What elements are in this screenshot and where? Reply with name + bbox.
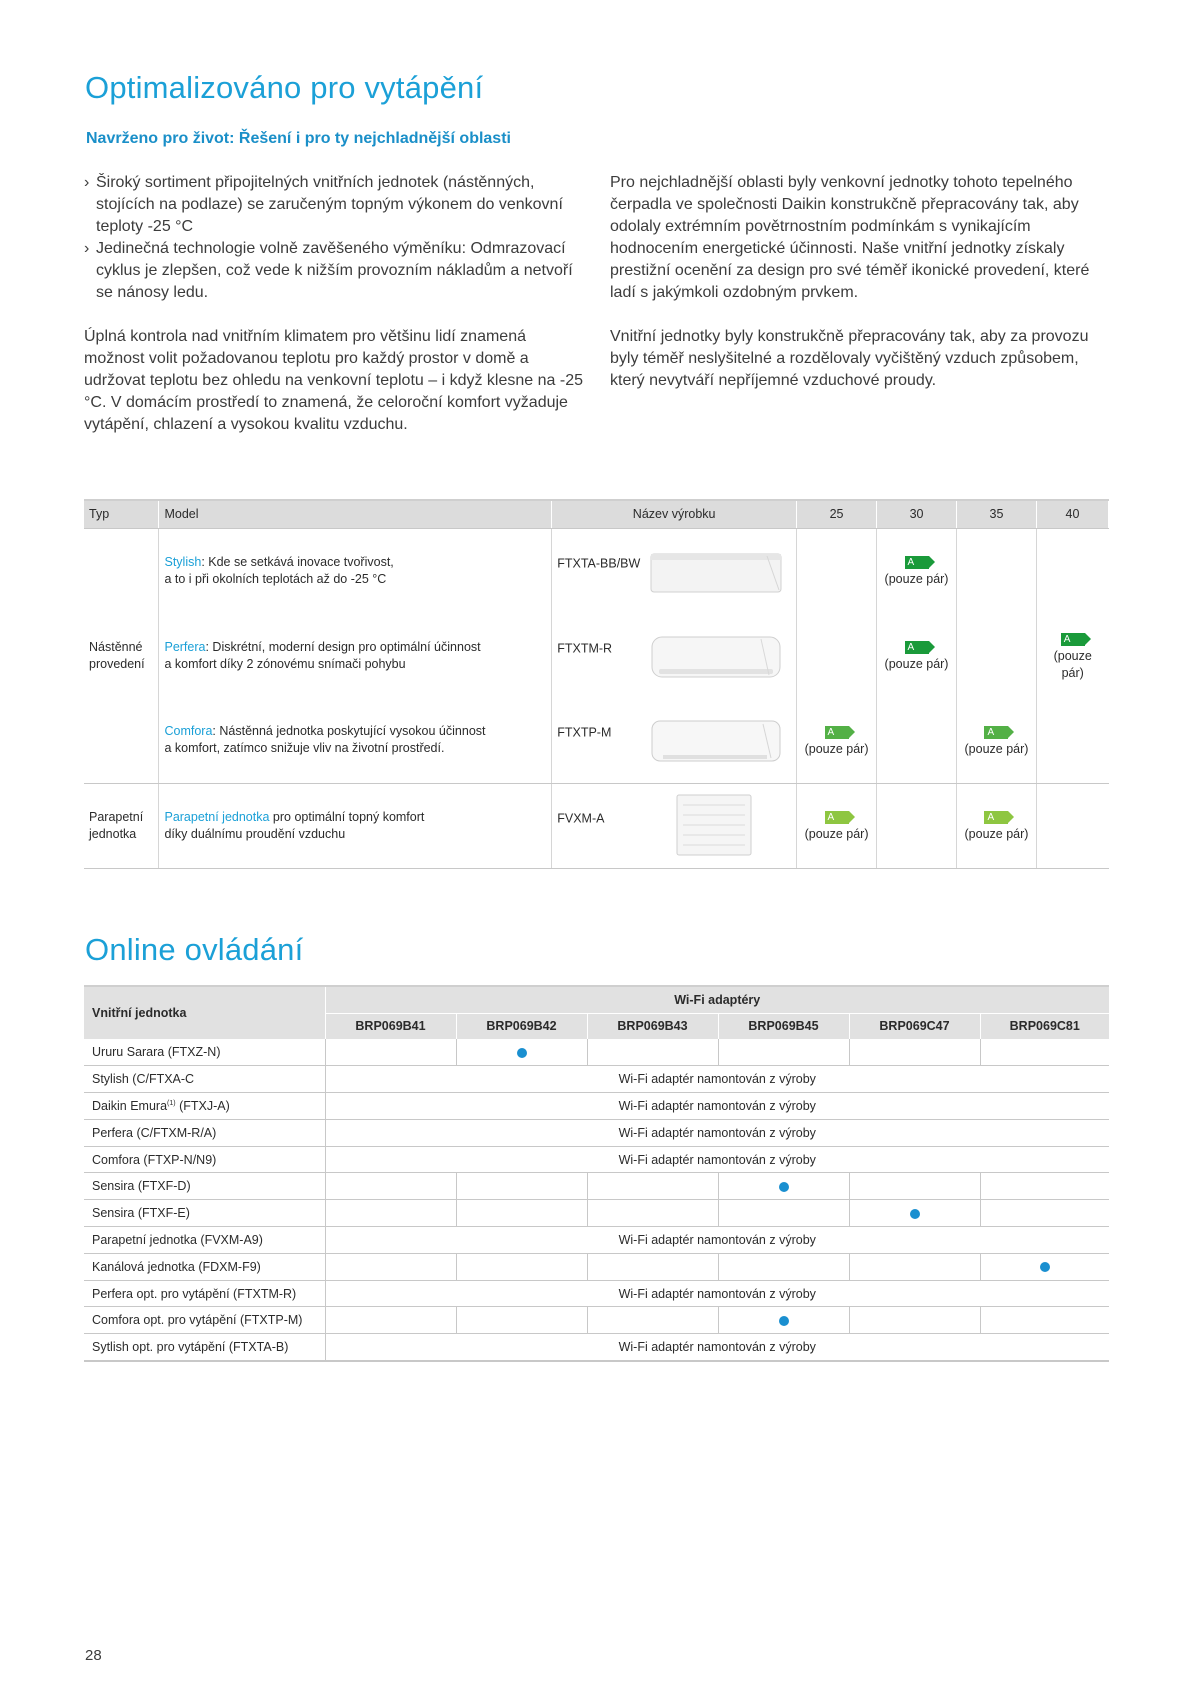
table-row <box>84 528 1109 613</box>
model-desc-line2: a komfort díky 2 zónovému snímači pohybu <box>164 656 406 671</box>
table-row <box>84 1253 1109 1280</box>
cell <box>718 1039 849 1066</box>
section-subtitle: Navrženo pro život: Řešení i pro ty nejchladnější oblasti <box>86 130 511 147</box>
comfora-unit-image <box>649 715 784 765</box>
header-temp-25: 25 <box>797 500 877 528</box>
eff-cell-40 <box>1036 783 1108 868</box>
energy-class-badge: A <box>905 641 929 654</box>
type-label-line2: jednotka <box>89 826 137 841</box>
cell <box>849 1173 980 1200</box>
eff-cell-35 <box>957 613 1037 698</box>
energy-class-badge: A <box>1061 633 1085 646</box>
online-control-table <box>84 985 1109 1362</box>
footnote-mark: (1) <box>167 1099 176 1107</box>
type-label: Parapetní <box>89 809 144 824</box>
unit-name: Kanálová jednotka (FDXM-F9) <box>84 1253 325 1280</box>
adapter-header: BRP069C81 <box>980 1013 1109 1039</box>
unit-name: Sensira (FTXF-E) <box>84 1200 325 1227</box>
model-desc-line2: a to i při okolních teplotách až do -25 °C <box>164 571 387 586</box>
type-cell <box>84 783 159 868</box>
unit-name: Ururu Sarara (FTXZ-N) <box>84 1039 325 1066</box>
model-desc: : Kde se setkává inovace tvořivost, <box>201 554 394 569</box>
model-desc-cell <box>159 698 552 783</box>
design-paragraph: Pro nejchladnější oblasti byly venkovní jednotky tohoto tepelného čerpadla ve společnosti Daikin konstrukčně přepracovány tak, aby odolaly extrémním povětrnostním podmínkám s vynikajícím hodnocením energetické účinnosti. Naše vnitřní jednotky získaly prestižní ocenění za design pro své téměř ikonické provedení, které ladí s jakýmkoli ozdobným prvkem. <box>610 174 1090 301</box>
pair-only-text: (pouze pár) <box>964 827 1029 841</box>
unit-name: Sytlish opt. pro vytápění (FTXTA-B) <box>84 1334 325 1361</box>
header-wifi-adapters: Wi-Fi adaptéry <box>325 986 1109 1013</box>
factory-fitted-cell: Wi-Fi adaptér namontován z výroby <box>325 1227 1109 1254</box>
pair-only-text: (pouze pár) <box>804 741 869 756</box>
adapter-header: BRP069B45 <box>718 1013 849 1039</box>
perfera-unit-image <box>649 631 784 681</box>
cell <box>980 1039 1109 1066</box>
feature-list <box>84 172 589 304</box>
model-series-name: Comfora <box>164 724 213 739</box>
model-series-name: Perfera <box>164 639 206 654</box>
energy-class-badge: A <box>984 811 1008 824</box>
pair-only-text: (pouze pár) <box>1053 648 1092 680</box>
type-label: Nástěnné <box>89 639 143 654</box>
unit-name: Comfora (FTXP-N/N9) <box>84 1146 325 1173</box>
cell <box>849 1039 980 1066</box>
cell <box>587 1253 718 1280</box>
model-desc: : Diskrétní, moderní design pro optimální účinnost <box>205 639 481 654</box>
unit-name <box>84 1093 325 1120</box>
pair-only-text: (pouze pár) <box>884 572 949 587</box>
table-row <box>84 1066 1109 1093</box>
unit-name: Parapetní jednotka (FVXM-A9) <box>84 1227 325 1254</box>
energy-class-badge: A <box>984 726 1008 739</box>
eff-cell-40 <box>1036 698 1108 783</box>
model-series-name: Stylish <box>164 554 202 569</box>
model-desc: pro optimální topný komfort <box>269 809 425 824</box>
product-cell <box>552 698 797 783</box>
cell <box>325 1173 456 1200</box>
cell <box>849 1200 980 1227</box>
table-row <box>84 1307 1109 1334</box>
product-code: FTXTP-M <box>557 725 612 740</box>
header-product-name: Název výrobku <box>552 500 797 528</box>
header-model: Model <box>159 500 552 528</box>
cell <box>456 1200 587 1227</box>
page-number: 28 <box>85 1647 102 1664</box>
header-temp-40: 40 <box>1036 500 1108 528</box>
model-desc-cell <box>159 613 552 698</box>
energy-class-badge: A <box>825 726 849 739</box>
cell <box>587 1307 718 1334</box>
factory-fitted-cell: Wi-Fi adaptér namontován z výroby <box>325 1119 1109 1146</box>
left-text-column <box>84 172 589 436</box>
heating-units-table <box>84 499 1109 869</box>
table-row <box>84 1039 1109 1066</box>
adapter-header: BRP069C47 <box>849 1013 980 1039</box>
cell <box>587 1039 718 1066</box>
eff-cell-35 <box>957 528 1037 613</box>
product-cell <box>552 613 797 698</box>
cell <box>980 1200 1109 1227</box>
unit-name: Perfera (C/FTXM-R/A) <box>84 1119 325 1146</box>
model-desc: : Nástěnná jednotka poskytující vysokou účinnost <box>212 724 486 739</box>
energy-class-badge: A <box>825 811 849 824</box>
adapter-header: BRP069B41 <box>325 1013 456 1039</box>
table-header-row <box>84 986 1109 1013</box>
cell <box>456 1307 587 1334</box>
table-row <box>84 1227 1109 1254</box>
table-row <box>84 1173 1109 1200</box>
table-row <box>84 783 1109 868</box>
eff-cell-30 <box>877 528 957 613</box>
eff-cell-30 <box>877 613 957 698</box>
cell <box>980 1173 1109 1200</box>
airflow-paragraph: Vnitřní jednotky byly konstrukčně přepracovány tak, aby za provozu byly téměř neslyšitelné a rozdělovaly vyčištěný vzduch způsobem, který nevytváří nepříjemné vzduchové proudy. <box>610 328 1089 389</box>
pair-only-text: (pouze pár) <box>884 657 949 671</box>
intro-paragraph: Úplná kontrola nad vnitřním klimatem pro většinu lidí znamená možnost volit požadovanou teplotu pro každý prostor v domě a udržovat teplotu bez ohledu na venkovní teplotu – i když klesne na -25 °C. V domácím prostředí to znamená, že celoroční komfort vyžaduje vytápění, chlazení a vysokou kvalitu vzduchu. <box>84 328 583 433</box>
type-cell <box>84 698 159 783</box>
floor-unit-image <box>649 793 784 859</box>
pair-only-text: (pouze pár) <box>804 827 869 841</box>
cell <box>587 1173 718 1200</box>
unit-name-text: Daikin Emura <box>92 1098 168 1113</box>
cell <box>718 1307 849 1334</box>
table-row <box>84 613 1109 698</box>
cell <box>718 1173 849 1200</box>
eff-cell-25 <box>797 528 877 613</box>
unit-name: Sensira (FTXF-D) <box>84 1173 325 1200</box>
feature-item: › Jedinečná technologie volně zavěšeného výměníku: Odmrazovací cyklus je zlepšen, což vede k nižším provozním nákladům a netvoří se nánosy ledu. <box>84 238 589 304</box>
adapter-header: BRP069B42 <box>456 1013 587 1039</box>
cell <box>849 1253 980 1280</box>
table-row <box>84 1334 1109 1361</box>
model-desc-line2: díky duálnímu proudění vzduchu <box>164 826 346 841</box>
model-desc-cell <box>159 783 552 868</box>
section-title-online: Online ovládání <box>85 932 304 967</box>
energy-class-badge: A <box>905 556 929 569</box>
cell <box>718 1200 849 1227</box>
factory-fitted-cell: Wi-Fi adaptér namontován z výroby <box>325 1280 1109 1307</box>
cell <box>325 1253 456 1280</box>
type-cell <box>84 528 159 613</box>
unit-name: Stylish (C/FTXA-C <box>84 1066 325 1093</box>
header-temp-35: 35 <box>957 500 1037 528</box>
cell <box>325 1039 456 1066</box>
cell <box>456 1173 587 1200</box>
cell <box>456 1039 587 1066</box>
compatible-dot-icon <box>779 1182 789 1192</box>
cell <box>456 1253 587 1280</box>
product-code: FVXM-A <box>557 811 605 826</box>
table-row <box>84 1093 1109 1120</box>
eff-cell-30 <box>877 698 957 783</box>
eff-cell-35 <box>957 783 1037 868</box>
adapter-header: BRP069B43 <box>587 1013 718 1039</box>
stylish-unit-image <box>649 546 784 596</box>
feature-item: › Široký sortiment připojitelných vnitřních jednotek (nástěnných, stojících na podlaze) se zaručeným topným výkonem do venkovní teploty -25 °C <box>84 172 589 238</box>
table-row <box>84 1280 1109 1307</box>
type-label-line2: provedení <box>89 656 145 671</box>
eff-cell-25 <box>797 698 877 783</box>
table-row <box>84 1146 1109 1173</box>
factory-fitted-cell: Wi-Fi adaptér namontován z výroby <box>325 1093 1109 1120</box>
cell <box>587 1200 718 1227</box>
product-cell <box>552 528 797 613</box>
compatible-dot-icon <box>910 1209 920 1219</box>
product-code: FTXTA-BB/BW <box>557 556 641 571</box>
model-desc-line2: a komfort, zatímco snižuje vliv na životní prostředí. <box>164 741 445 756</box>
table-header-row <box>84 500 1109 528</box>
cell <box>849 1307 980 1334</box>
factory-fitted-cell: Wi-Fi adaptér namontován z výroby <box>325 1146 1109 1173</box>
eff-cell-40 <box>1036 613 1108 698</box>
cell <box>980 1253 1109 1280</box>
model-series-name: Parapetní jednotka <box>164 809 270 824</box>
cell <box>718 1253 849 1280</box>
unit-name-suffix: (FTXJ-A) <box>175 1098 230 1113</box>
eff-cell-40 <box>1036 528 1108 613</box>
model-desc-cell <box>159 528 552 613</box>
table-row <box>84 1200 1109 1227</box>
factory-fitted-cell: Wi-Fi adaptér namontován z výroby <box>325 1334 1109 1361</box>
eff-cell-25 <box>797 783 877 868</box>
cell <box>325 1307 456 1334</box>
unit-name: Comfora opt. pro vytápění (FTXTP-M) <box>84 1307 325 1334</box>
cell <box>980 1307 1109 1334</box>
table-row <box>84 1119 1109 1146</box>
table-row <box>84 698 1109 783</box>
eff-cell-25 <box>797 613 877 698</box>
header-temp-30: 30 <box>877 500 957 528</box>
header-typ: Typ <box>84 500 159 528</box>
eff-cell-30 <box>877 783 957 868</box>
product-code: FTXTM-R <box>557 641 613 656</box>
unit-name: Perfera opt. pro vytápění (FTXTM-R) <box>84 1280 325 1307</box>
compatible-dot-icon <box>517 1048 527 1058</box>
pair-only-text: (pouze pár) <box>964 741 1029 756</box>
compatible-dot-icon <box>779 1316 789 1326</box>
section-title-heating: Optimalizováno pro vytápění <box>85 70 484 105</box>
right-text-column <box>610 172 1110 392</box>
type-cell <box>84 613 159 698</box>
compatible-dot-icon <box>1040 1262 1050 1272</box>
header-indoor-unit: Vnitřní jednotka <box>84 986 325 1039</box>
cell <box>325 1200 456 1227</box>
product-cell <box>552 783 797 868</box>
factory-fitted-cell: Wi-Fi adaptér namontován z výroby <box>325 1066 1109 1093</box>
eff-cell-35 <box>957 698 1037 783</box>
